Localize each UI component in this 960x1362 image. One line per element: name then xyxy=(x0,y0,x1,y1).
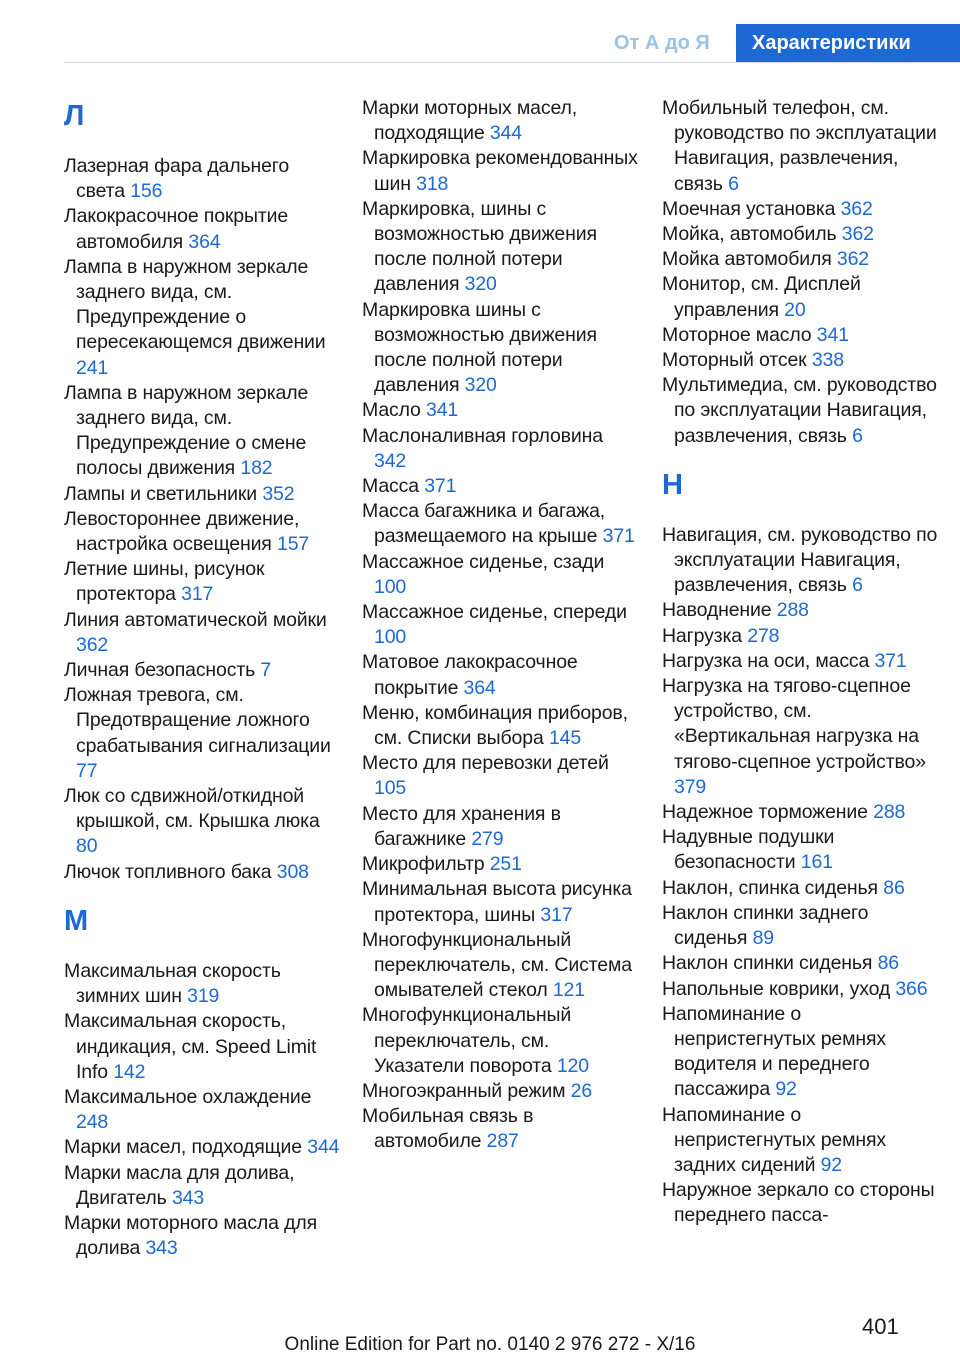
index-entry xyxy=(662,624,938,649)
index-entry-term: Наклон, спинка сиденья xyxy=(662,876,878,899)
index-entry xyxy=(64,482,340,507)
page-number: 401 xyxy=(862,1314,899,1339)
index-entry xyxy=(362,852,638,877)
index-page-link[interactable]: 278 xyxy=(747,624,780,647)
index-page-link[interactable]: 26 xyxy=(570,1079,593,1102)
index-entry xyxy=(362,1079,638,1104)
index-entry-term: Нагрузка на тягово-сцепное устройство, см. «Вертикальная нагрузка на тягово-сцепное устройство» xyxy=(662,675,926,773)
index-entry xyxy=(362,751,638,801)
index-entry-term: Маркировка рекомендованных шин xyxy=(362,147,638,195)
index-page-link[interactable]: 320 xyxy=(464,273,497,296)
index-page-link[interactable]: 105 xyxy=(374,777,407,800)
index-entry xyxy=(662,96,938,197)
index-page-link[interactable]: 6 xyxy=(728,172,739,195)
index-entry-term: Монитор, см. Дисплей управления xyxy=(662,273,861,321)
index-entry xyxy=(64,381,340,482)
edition-footer: Online Edition for Part no. 0140 2 976 272 - X/16 xyxy=(284,1334,696,1355)
index-entry-term: Ложная тревога, см. Предотвращение ложного срабатывания сигнализации xyxy=(64,684,331,757)
index-entry xyxy=(662,674,938,800)
index-entry xyxy=(662,1002,938,1103)
index-entry-term: Масло xyxy=(362,399,421,422)
index-entry xyxy=(362,802,638,852)
index-page-link[interactable]: 362 xyxy=(76,633,109,656)
index-page-link[interactable]: 241 xyxy=(76,356,109,379)
index-entry xyxy=(64,507,340,557)
index-entry xyxy=(662,1103,938,1179)
index-page-link[interactable]: 100 xyxy=(374,575,407,598)
index-entry-term: Многофункциональный переключатель, см. Система омывателей стекол xyxy=(362,928,632,1002)
index-entry-term: Мойка автомобиля xyxy=(662,248,832,271)
index-entry xyxy=(662,247,938,272)
index-page-link[interactable]: 342 xyxy=(374,449,407,472)
index-page-link[interactable]: 308 xyxy=(276,860,309,883)
index-page-link[interactable]: 341 xyxy=(426,399,459,422)
index-page-link[interactable]: 344 xyxy=(489,122,522,145)
index-page-link[interactable]: 366 xyxy=(895,977,928,1000)
index-entry xyxy=(662,1178,938,1228)
index-entry xyxy=(662,323,938,348)
index-page-link[interactable]: 371 xyxy=(424,475,457,498)
index-entry xyxy=(362,398,638,423)
index-entry xyxy=(64,1135,340,1160)
index-page-link[interactable]: 100 xyxy=(374,626,407,649)
index-entry xyxy=(362,600,638,650)
index-entry-term: Лампы и светильники xyxy=(64,482,258,505)
index-entry-term: Массажное сиденье, сзади xyxy=(362,550,605,573)
index-entry xyxy=(362,298,638,399)
index-page-link[interactable]: 92 xyxy=(775,1078,797,1101)
index-entry-term: Лакокрасочное покрытие автомобиля xyxy=(64,205,289,253)
index-entry-term: Масса xyxy=(362,475,419,498)
index-entry xyxy=(362,474,638,499)
index-entry xyxy=(662,800,938,825)
index-entry xyxy=(662,373,938,449)
index-page-link[interactable]: 251 xyxy=(489,853,522,876)
index-entry xyxy=(662,272,938,322)
index-entry-term: Максимальная скорость, индикация, см. Speed Limit Info xyxy=(64,1010,317,1083)
index-entry xyxy=(662,222,938,247)
index-page-link[interactable]: 352 xyxy=(262,482,295,505)
index-entry-term: Нагрузка на оси, масса xyxy=(662,649,870,672)
index-entry-term: Марки моторных масел, подходящие xyxy=(362,97,578,145)
index-page-link[interactable]: 338 xyxy=(811,349,844,372)
index-entry-term: Люк со сдвижной/откидной крышкой, см. Крышка люка xyxy=(64,785,320,833)
index-entry-term: Матовое лакокрасочное покрытие xyxy=(362,651,578,699)
index-entry-term: Массажное сиденье, спереди xyxy=(362,601,627,624)
index-entry-term: Место для хранения в багажнике xyxy=(362,802,561,850)
index-entry-term: Моторный отсек xyxy=(662,349,807,372)
index-entry xyxy=(362,197,638,298)
index-entry-term: Лючок топливного бака xyxy=(64,860,272,883)
index-page-link[interactable]: 89 xyxy=(752,927,774,950)
index-entry-term: Лампа в наружном зеркале заднего вида, см. Предупреждение о смене полосы движения xyxy=(64,381,309,480)
index-page-link[interactable]: 362 xyxy=(836,248,869,271)
index-entry xyxy=(362,499,638,549)
index-page-link[interactable]: 317 xyxy=(540,903,573,926)
index-page-link[interactable]: 362 xyxy=(840,197,873,220)
index-entry-term: Лампа в наружном зеркале заднего вида, см. Предупреждение о пересекающемся движении xyxy=(64,255,326,354)
index-entry-term: Марки масел, подходящие xyxy=(64,1136,302,1159)
index-page-link[interactable]: 341 xyxy=(816,323,849,346)
index-entry-term: Масса багажника и багажа, размещаемого на крыше xyxy=(362,500,606,548)
index-entry-term: Максимальное охлаждение xyxy=(64,1085,312,1108)
index-page-link[interactable]: 6 xyxy=(852,574,863,597)
index-entry-term: Марки масла для долива, Двигатель xyxy=(64,1161,295,1209)
index-page-link[interactable]: 343 xyxy=(171,1186,205,1209)
index-entry-term: Навигация, см. руководство по эксплуатации Навигация, развлечения, связь xyxy=(662,523,938,597)
index-page-link[interactable]: 371 xyxy=(602,525,635,548)
index-entry xyxy=(662,951,938,976)
index-entry-term: Марки моторного масла для долива xyxy=(64,1211,317,1260)
index-entry xyxy=(64,204,340,254)
index-page-link[interactable]: 248 xyxy=(76,1111,109,1134)
index-entry-term: Личная безопасность xyxy=(64,659,256,682)
index-page-link[interactable]: 288 xyxy=(873,801,906,824)
index-page-link[interactable]: 145 xyxy=(548,727,582,750)
index-entry xyxy=(662,523,938,599)
index-entry-term: Надувные подушки безопасности xyxy=(662,826,835,874)
index-page-link[interactable]: 6 xyxy=(852,424,863,447)
index-entry xyxy=(662,876,938,901)
index-page-link[interactable]: 120 xyxy=(556,1054,589,1077)
index-entry xyxy=(64,784,340,860)
index-page-link[interactable]: 344 xyxy=(307,1136,340,1159)
index-page-link[interactable]: 371 xyxy=(874,649,907,672)
index-column-1 xyxy=(64,96,340,1261)
index-entry-term: Нагрузка xyxy=(662,624,742,647)
index-entry-term: Минимальная высота рисунка протектора, шины xyxy=(362,878,632,926)
index-page-link[interactable]: 157 xyxy=(277,533,310,556)
index-entry xyxy=(362,701,638,751)
index-entry xyxy=(362,877,638,927)
index-entry-term: Наводнение xyxy=(662,599,772,622)
index-page-link[interactable]: 279 xyxy=(471,827,504,850)
index-entry xyxy=(64,683,340,784)
index-page-link[interactable]: 20 xyxy=(784,298,806,321)
index-entry-term: Максимальная скорость зимних шин xyxy=(64,959,281,1008)
index-entry-term: Место для перевозки детей xyxy=(362,752,609,775)
index-entry xyxy=(64,658,340,683)
index-entry-term: Мойка, автомобиль xyxy=(662,223,837,246)
index-entry-term: Многоэкранный режим xyxy=(362,1079,566,1102)
index-entry xyxy=(362,650,638,700)
index-page-link[interactable]: 161 xyxy=(800,851,833,874)
index-page-link[interactable]: 343 xyxy=(145,1237,178,1260)
index-page-link[interactable]: 320 xyxy=(464,374,497,397)
header-section-link[interactable]: От А до Я xyxy=(614,32,710,54)
index-entry-term: Микрофильтр xyxy=(362,853,485,876)
index-entry xyxy=(662,977,938,1002)
index-entry xyxy=(662,825,938,875)
index-page-link[interactable]: 379 xyxy=(674,775,707,798)
index-entry-term: Мультимедиа, см. руководство по эксплуатации Навигация, развлечения, связь xyxy=(662,374,937,447)
index-entry-term: Напоминание о непристегнутых ремнях задних сидений xyxy=(662,1103,886,1176)
index-entry xyxy=(362,550,638,600)
index-entry-term: Многофункциональный переключатель, см. Указатели поворота xyxy=(362,1004,572,1077)
index-page-link[interactable]: 364 xyxy=(463,676,496,699)
index-entry xyxy=(362,96,638,146)
index-entry xyxy=(64,1085,340,1135)
index-page-link[interactable]: 92 xyxy=(820,1153,842,1176)
index-entry xyxy=(362,146,638,196)
index-entry xyxy=(362,928,638,1004)
index-page-link[interactable]: 287 xyxy=(486,1130,519,1153)
index-entry xyxy=(662,348,938,373)
index-page-link[interactable]: 288 xyxy=(776,599,809,622)
index-entry-term: Маркировка шины с возможностью движения после полной потери давления xyxy=(362,298,597,397)
index-entry-term: Надежное торможение xyxy=(662,801,868,824)
index-page-link[interactable]: 80 xyxy=(76,835,98,858)
index-entry xyxy=(64,608,340,658)
index-entry xyxy=(64,959,340,1009)
index-entry-term: Моечная установка xyxy=(662,197,836,220)
index-entry xyxy=(662,197,938,222)
index-entry-term: Наклон спинки заднего сиденья xyxy=(662,901,869,950)
index-page-link[interactable]: 156 xyxy=(130,180,163,203)
index-entry-term: Летние шины, рисунок протектора xyxy=(64,558,265,606)
index-entry xyxy=(362,1104,638,1154)
index-entry-term: Напоминание о непристегнутых ремнях водителя и переднего пассажира xyxy=(662,1002,886,1101)
index-entry xyxy=(64,255,340,381)
index-entry xyxy=(64,1009,340,1085)
index-entry xyxy=(662,598,938,623)
index-entry xyxy=(662,901,938,951)
index-page-link[interactable]: 317 xyxy=(181,583,214,606)
index-entry-term: Наклон спинки сиденья xyxy=(662,952,873,975)
index-column-2 xyxy=(362,96,638,1155)
index-entry xyxy=(662,649,938,674)
index-page-link[interactable]: 77 xyxy=(76,759,98,782)
index-entry-term: Мобильный телефон, см. руководство по эксплуатации Навигация, развлечения, связь xyxy=(662,97,937,195)
index-entry-term: Лазерная фара дальнего света xyxy=(64,155,290,203)
index-entry-term: Маркировка, шины с возможностью движения после полной потери давления xyxy=(362,197,597,296)
index-entry xyxy=(362,424,638,474)
index-entry-term: Меню, комбинация приборов, см. Списки выбора xyxy=(362,701,628,750)
index-column-3 xyxy=(662,96,938,1229)
index-entry-term: Наружное зеркало со стороны переднего пасса- xyxy=(662,1179,935,1227)
index-entry-term: Мобильная связь в автомобиле xyxy=(362,1105,534,1153)
index-page-link[interactable]: 121 xyxy=(552,979,585,1002)
index-letter-heading: М xyxy=(64,904,89,937)
index-entry-term: Напольные коврики, уход xyxy=(662,977,891,1000)
index-entry xyxy=(64,154,340,204)
index-entry-term: Левостороннее движение, настройка освещения xyxy=(64,507,300,556)
index-page-link[interactable]: 86 xyxy=(883,876,905,899)
index-entry xyxy=(64,557,340,607)
index-page-link[interactable]: 319 xyxy=(187,985,220,1008)
index-page-link[interactable]: 318 xyxy=(416,172,449,195)
index-entry-term: Линия автоматической мойки xyxy=(64,608,327,631)
header-active-chapter[interactable]: Характеристики xyxy=(736,24,960,62)
index-entry xyxy=(362,1003,638,1079)
index-page-link[interactable]: 182 xyxy=(240,457,273,480)
index-page-link[interactable]: 7 xyxy=(260,659,272,682)
index-page-link[interactable]: 364 xyxy=(188,230,221,253)
index-entry xyxy=(64,1161,340,1211)
index-page-link[interactable]: 362 xyxy=(841,223,874,246)
index-entry-term: Моторное масло xyxy=(662,323,812,346)
page-header xyxy=(0,24,960,62)
index-letter-heading: Л xyxy=(64,100,85,132)
index-letter-heading: Н xyxy=(662,468,683,501)
header-divider xyxy=(64,62,960,63)
index-page-link[interactable]: 86 xyxy=(877,952,899,975)
index-entry xyxy=(64,1211,340,1261)
index-page-link[interactable]: 142 xyxy=(113,1060,146,1083)
index-entry-term: Маслоналивная горловина xyxy=(362,424,603,447)
index-entry xyxy=(64,860,340,885)
